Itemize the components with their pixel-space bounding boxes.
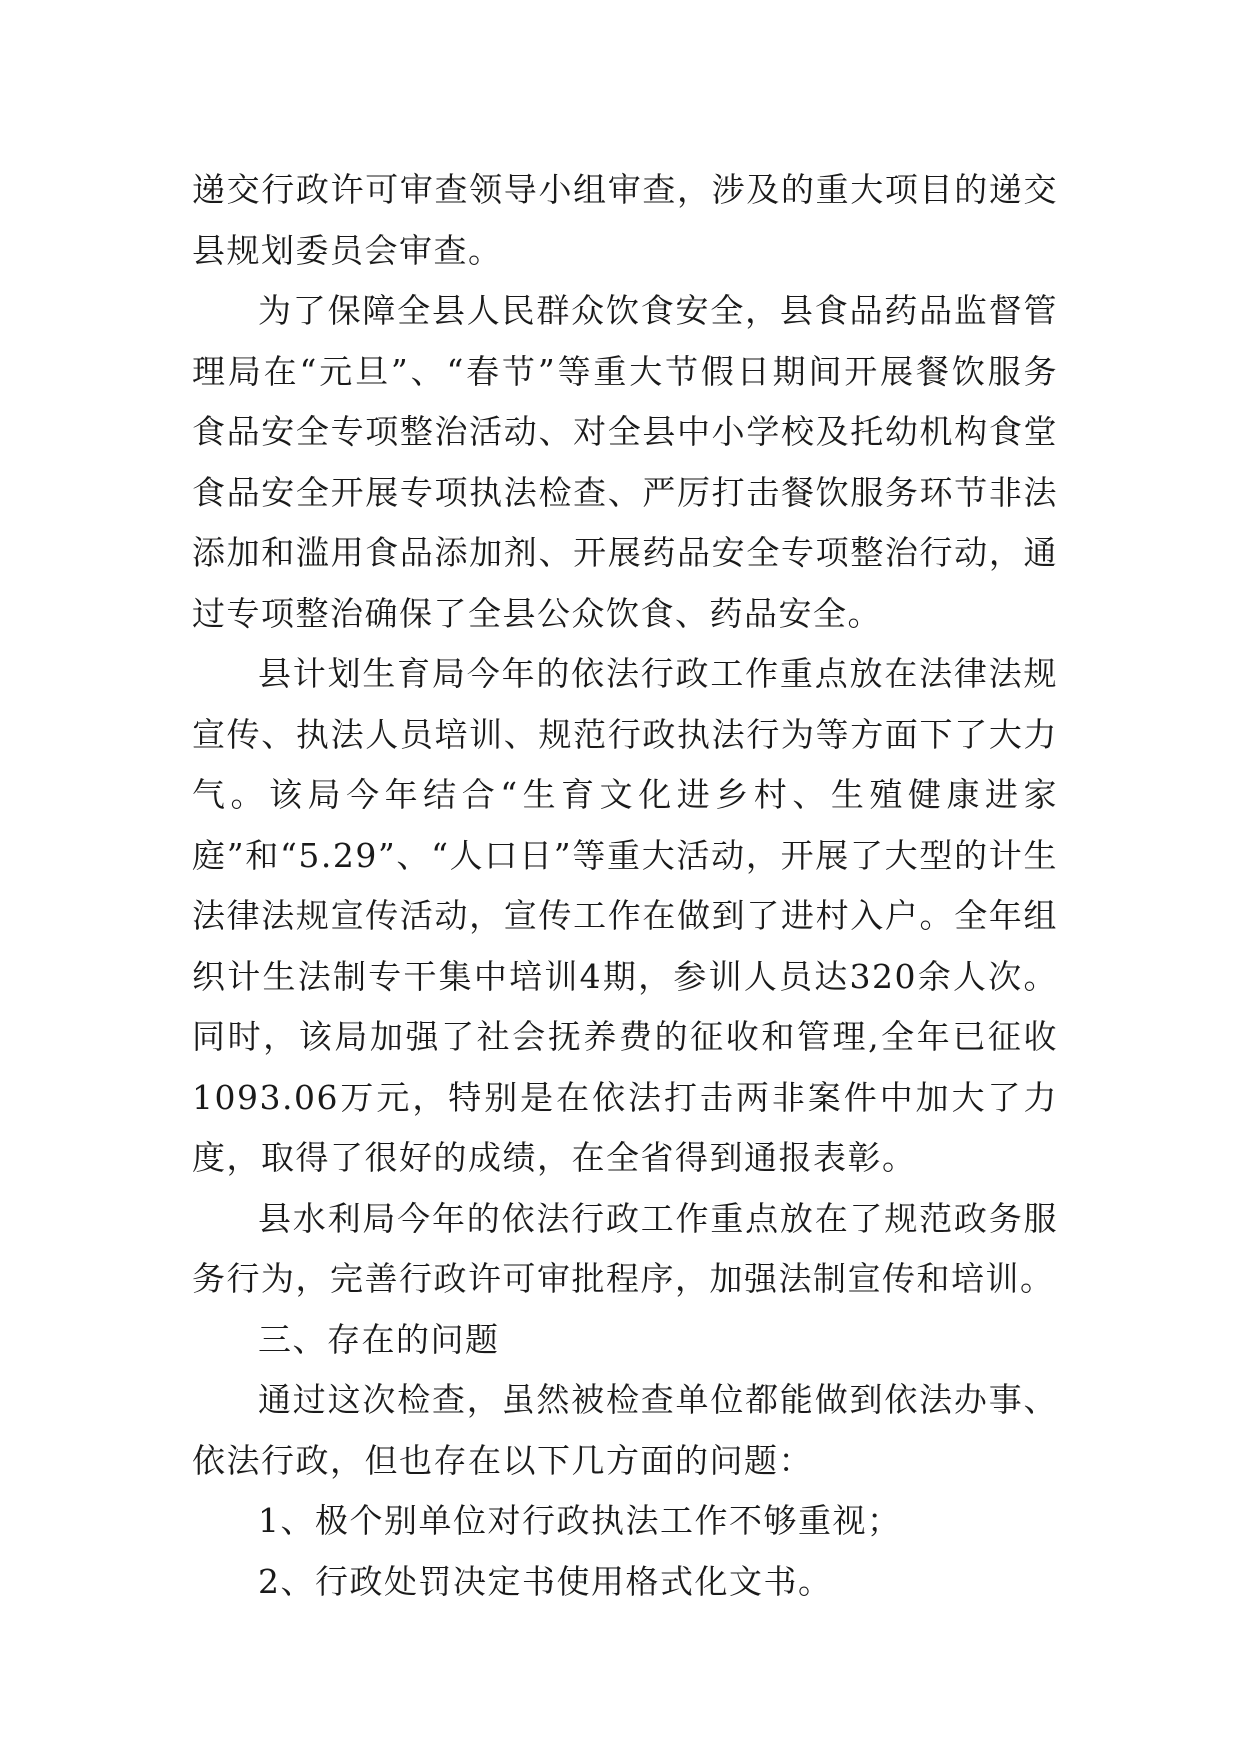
- list-item-problem-2: 2、行政处罚决定书使用格式化文书。: [258, 1561, 833, 1601]
- paragraph-inspection-summary: 通过这次检查，虽然被检查单位都能做到依法办事、依法行政，但也存在以下几方面的问题：: [192, 1380, 1058, 1480]
- paragraph-water-bureau: 县水利局今年的依法行政工作重点放在了规范政务服务行为，完善行政许可审批程序，加强法制宣传和培训。: [192, 1198, 1058, 1298]
- list-item-problem-1: 1、极个别单位对行政执法工作不够重视；: [258, 1501, 902, 1540]
- paragraph-food-safety: 为了保障全县人民群众饮食安全，县食品药品监督管理局在“元旦”、“春节”等重大节假日期间开展餐饮服务食品安全专项整治活动、对全县中小学校及托幼机构食堂食品安全开展专项执法检查、严厉打击餐饮服务环节非法添加和滥用食品添加剂、开展药品安全专项整治行动，通过专项整治确保了全县公众饮食、药品安全。: [192, 291, 1058, 633]
- document-body: [192, 160, 1058, 1612]
- paragraph-continuation: 递交行政许可审查领导小组审查，涉及的重大项目的递交县规划委员会审查。: [192, 170, 1058, 270]
- section-heading-problems: 三、存在的问题: [258, 1319, 500, 1359]
- paragraph-family-planning: 县计划生育局今年的依法行政工作重点放在法律法规宣传、执法人员培训、规范行政执法行为等方面下了大力气。该局今年结合“生育文化进乡村、生殖健康进家庭”和“5.29”、“人口日”等重大活动，开展了大型的计生法律法规宣传活动，宣传工作在做到了进村入户。全年组织计生法制专干集中培训4期，参训人员达320余人次。同时，该局加强了社会抚养费的征收和管理,全年已征收1093.06万元，特别是在依法打击两非案件中加大了力度，取得了很好的成绩，在全省得到通报表彰。: [192, 654, 1058, 1177]
